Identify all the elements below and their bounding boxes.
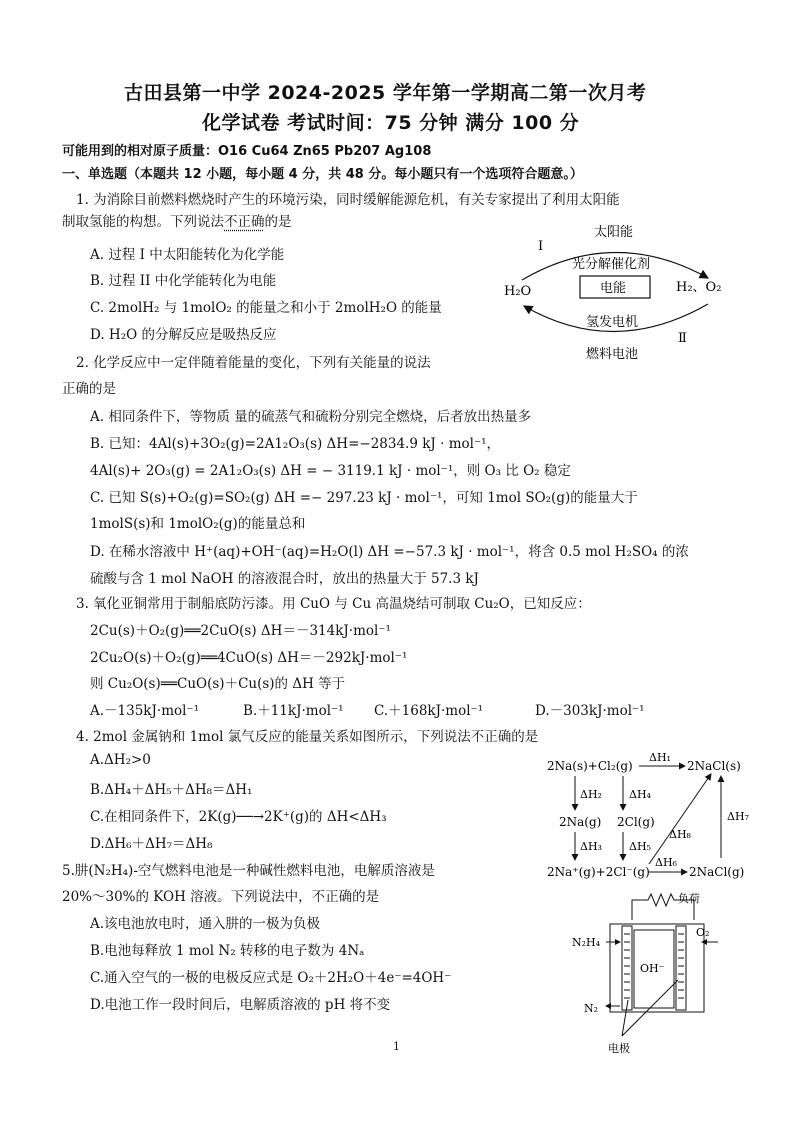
diagram-catalyst-label: 光分解催化剂	[572, 257, 651, 272]
q1-option-c: C. 2molH₂ 与 1molO₂ 的能量之和小于 2molH₂O 的能量	[90, 300, 442, 316]
q2-option-c-line2: 1molS(s)和 1molO₂(g)的能量总和	[90, 516, 306, 532]
diagram-generator-label: 氢发电机	[586, 315, 639, 330]
q1-cycle-diagram	[494, 218, 744, 368]
dh7-label: ΔH₇	[727, 810, 749, 823]
dh4-label: ΔH₄	[629, 788, 651, 801]
q5-stem-line2: 20%～30%的 KOH 溶液。下列说法中，不正确的是	[62, 889, 380, 905]
diagram-water-label: H₂O	[504, 284, 532, 299]
dh2-label: ΔH₂	[580, 788, 602, 801]
q2-option-d-line1: D. 在稀水溶液中 H⁺(aq)+OH⁻(aq)=H₂O(l) ΔH =−57.3 kJ · mol⁻¹，将含 0.5 mol H₂SO₄ 的浓	[90, 544, 689, 560]
q3-option-b: B.＋11kJ·mol⁻¹	[243, 703, 344, 719]
dh8-arrow	[649, 774, 711, 864]
electrode-label: 电极	[608, 1042, 630, 1055]
q4-stem: 4. 2mol 金属钠和 1mol 氯气反应的能量关系如图所示，下列说法不正确的是	[76, 729, 539, 745]
q2-stem-line1: 2. 化学反应中一定伴随着能量的变化，下列有关能量的说法	[76, 355, 431, 371]
page-number: 1	[393, 1040, 400, 1053]
left-electrode	[622, 926, 632, 1010]
q3-equation-2: 2Cu₂O(s)＋O₂(g)══4CuO(s) ΔH＝－292kJ·mol⁻¹	[90, 650, 408, 666]
q5-option-a: A.该电池放电时，通入肼的一极为负极	[90, 916, 321, 932]
atomic-masses: 可能用到的相对原子质量：O16 Cu64 Zn65 Pb207 Ag108	[62, 144, 432, 159]
q4-energy-diagram	[545, 748, 755, 884]
diagram-box-label: 电能	[600, 281, 627, 296]
hydrazine-label: N₂H₄	[572, 936, 601, 949]
q2-option-b-line2: 4Al(s)+ 2O₃(g) = 2A1₂O₃(s) ΔH = − 3119.1 kJ · mol⁻¹，则 O₃ 比 O₂ 稳定	[90, 463, 571, 479]
diagram-top-left: 2Na(s)+Cl₂(g)	[547, 759, 633, 773]
q5-option-d: D.电池工作一段时间后，电解质溶液的 pH 将不变	[90, 997, 391, 1013]
q2-option-c-line1: C. 已知 S(s)+O₂(g)=SO₂(g) ΔH =− 297.23 kJ · mol⁻¹，可知 1mol SO₂(g)的能量大于	[90, 490, 638, 506]
q1-stem-text-a: 制取氢能的构想。下列说法	[62, 214, 224, 230]
exam-subtitle: 化学试卷 考试时间：75 分钟 满分 100 分	[202, 112, 580, 134]
diagram-bottom-right: 2NaCl(g)	[689, 865, 745, 879]
diagram-top-right: 2NaCl(s)	[687, 759, 741, 773]
q3-question: 则 Cu₂O(s)══CuO(s)＋Cu(s)的 ΔH 等于	[90, 676, 346, 692]
q5-fuel-cell-diagram	[570, 890, 720, 1058]
q1-stem-line2	[62, 210, 292, 230]
q3-equation-1: 2Cu(s)＋O₂(g)══2CuO(s) ΔH＝－314kJ·mol⁻¹	[90, 623, 391, 639]
dh6-label: ΔH₆	[655, 856, 677, 869]
q1-stem-text-b: 的是	[264, 214, 292, 230]
diagram-fuelcell-label: 燃料电池	[586, 347, 639, 362]
q4-option-d: D.ΔH₆＋ΔH₇＝ΔH₈	[90, 836, 213, 852]
q4-option-a: A.ΔH₂>0	[90, 752, 151, 768]
q5-option-b: B.电池每释放 1 mol N₂ 转移的电子数为 4Nₐ	[90, 943, 365, 959]
section-heading: 一、单选题（本题共 12 小题，每小题 4 分，共 48 分。每小题只有一个选项符合题意。）	[62, 167, 583, 182]
dh1-label: ΔH₁	[649, 751, 671, 764]
q3-option-c: C.＋168kJ·mol⁻¹	[374, 703, 484, 719]
diagram-bottom-left: 2Na⁺(g)+2Cl⁻(g)	[547, 865, 650, 879]
q2-stem-line2: 正确的是	[62, 381, 116, 397]
q5-option-c: C.通入空气的一极的电极反应式是 O₂＋2H₂O＋4e⁻=4OH⁻	[90, 970, 452, 986]
q2-option-a: A. 相同条件下，等物质 量的硫蒸气和硫粉分别完全燃烧，后者放出热量多	[90, 409, 532, 425]
q4-option-b: B.ΔH₄＋ΔH₅＋ΔH₈＝ΔH₁	[90, 782, 253, 798]
dh5-label: ΔH₅	[629, 840, 651, 853]
q4-option-c: C.在相同条件下，2K(g)──→2K⁺(g)的 ΔH<ΔH₃	[90, 809, 387, 825]
diagram-mid-na: 2Na(g)	[559, 815, 602, 829]
hydroxide-label: OH⁻	[640, 962, 665, 975]
diagram-roman-2: Ⅱ	[678, 331, 687, 346]
q3-option-a: A.－135kJ·mol⁻¹	[90, 703, 199, 719]
q2-option-b-line1: B. 已知：4Al(s)+3O₂(g)=2A1₂O₃(s) ΔH=−2834.9 kJ · mol⁻¹，	[90, 436, 500, 452]
diagram-products-label: H₂、O₂	[676, 280, 722, 295]
q1-stem-line1: 1. 为消除目前燃料燃烧时产生的环境污染，同时缓解能源危机，有关专家提出了利用太阳能	[76, 192, 620, 208]
diagram-mid-cl: 2Cl(g)	[617, 815, 655, 829]
q1-stem-emphasis: 不正确	[224, 214, 265, 230]
q3-option-d: D.－303kJ·mol⁻¹	[535, 703, 645, 719]
right-electrode	[676, 926, 686, 1010]
q5-stem-line1: 5.肼(N₂H₄)-空气燃料电池是一种碱性燃料电池，电解质溶液是	[62, 863, 435, 879]
q1-option-a: A. 过程 I 中太阳能转化为化学能	[90, 247, 285, 263]
q1-option-b: B. 过程 II 中化学能转化为电能	[90, 273, 277, 289]
q3-stem: 3. 氧化亚铜常用于制船底防污漆。用 CuO 与 Cu 高温烧结可制取 Cu₂O，已知反应：	[76, 596, 591, 612]
q1-option-d: D. H₂O 的分解反应是吸热反应	[90, 327, 277, 343]
dh8-label: ΔH₈	[669, 828, 691, 841]
q2-option-d-line2: 硫酸与含 1 mol NaOH 的溶液混合时，放出的热量大于 57.3 kJ	[90, 571, 479, 587]
exam-title: 古田县第一中学 2024-2025 学年第一学期高二第一次月考	[124, 82, 647, 104]
diagram-solar-label: 太阳能	[594, 225, 634, 240]
diagram-roman-1: I	[538, 239, 544, 254]
dh3-label: ΔH₃	[580, 840, 602, 853]
load-label: 负荷	[678, 892, 700, 905]
nitrogen-label: N₂	[584, 1002, 599, 1015]
oxygen-label: O₂	[696, 926, 710, 939]
